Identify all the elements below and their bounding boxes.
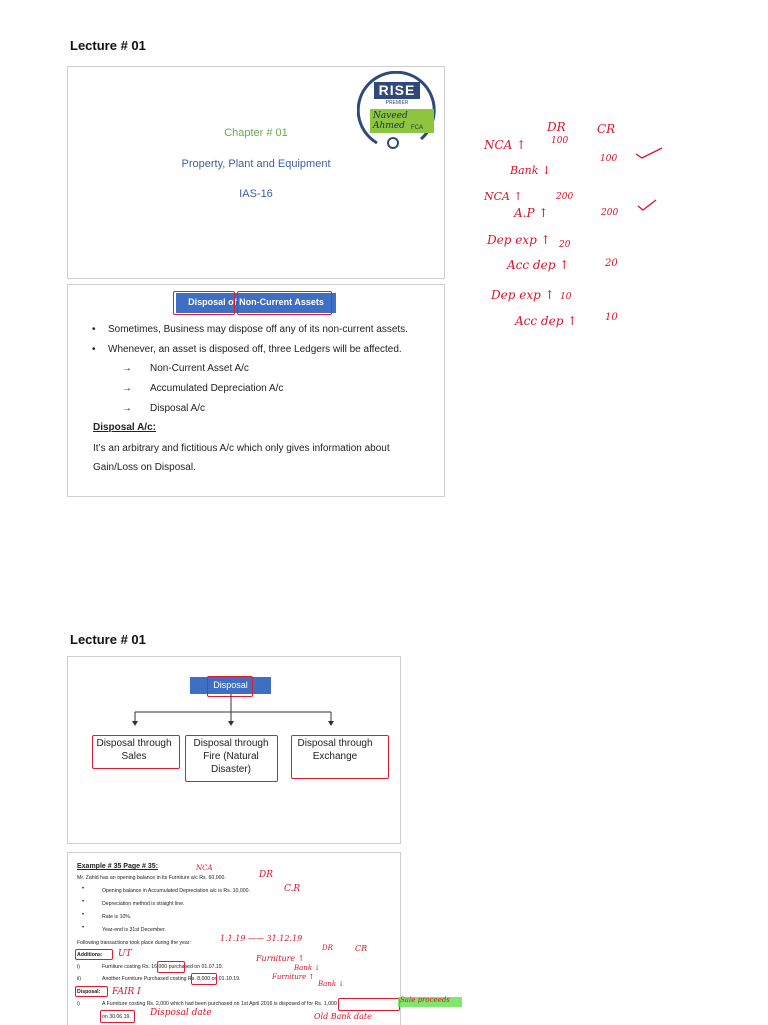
annotation-box — [338, 998, 400, 1011]
note-left: Acc dep ↑ — [515, 314, 578, 328]
rise-logo — [357, 71, 437, 151]
arrow-icon: → — [122, 363, 132, 374]
definition-line: It’s an arbitrary and fictitious A/c which only gives information about — [93, 443, 390, 454]
arrow-icon: → — [122, 403, 132, 414]
note-dr: 100 — [551, 136, 569, 146]
disposal-label: Disposal: — [77, 989, 101, 995]
note-sale-proceeds: Sale proceeds — [400, 996, 450, 1004]
example-bullet: Rate is 10%. — [102, 914, 132, 920]
annotation-box — [92, 735, 180, 769]
example-bullet: Opening balance in Accumulated Depreciation a/c is Rs. 10,000. — [102, 888, 250, 894]
example-title: Example # 35 Page # 35: — [77, 863, 158, 870]
chapter-label: Chapter # 01 — [224, 127, 288, 139]
addition-num: ii) — [77, 976, 82, 982]
standard-label: IAS-16 — [239, 188, 273, 200]
lecture-title: Lecture # 01 — [70, 38, 146, 53]
logo-sub: PREMIER — [385, 100, 409, 106]
note-year: 1.1.19 —— 31.12.19 — [220, 934, 303, 943]
disposal-line: A Furniture costing Rs. 2,000 which had been purchased on 1st April 2016 is disposed of for Rs. 1,000 — [102, 1001, 337, 1007]
annotation-box — [100, 1010, 135, 1023]
note-nca: NCA — [196, 864, 213, 872]
note-cr: 20 — [605, 258, 618, 269]
annotation-box — [75, 986, 108, 997]
note-old-bank-date: Old Bank date — [314, 1012, 372, 1021]
title-slide — [67, 66, 445, 279]
note-fair: FAIR I — [112, 987, 141, 997]
bullet-text: Whenever, an asset is disposed off, three Ledgers will be affected. — [108, 344, 402, 355]
note-dr-header: DR — [547, 120, 566, 134]
addition-item: Another Furniture Purchased costing Rs. 8,000 on 01.10.19. — [102, 976, 241, 982]
note-cr: C.R — [284, 884, 301, 894]
disposal-type-fire: Disposal through Fire (Natural Disaster) — [193, 738, 269, 775]
logo-suffix: FCA — [411, 125, 423, 131]
annotation-box — [75, 949, 113, 960]
note-dr: DR — [259, 870, 273, 880]
disposal-line: on 30.06.19. — [102, 1014, 131, 1020]
logo-signature: Naveed Ahmed — [373, 111, 408, 131]
note-dr: 20 — [559, 240, 571, 250]
bullet-marker: • — [82, 912, 85, 918]
bullet-marker: • — [82, 925, 85, 931]
ledger-item: Disposal A/c — [150, 403, 206, 414]
example-bullet: Year-end is 31st December. — [102, 927, 166, 933]
checkmark-icons — [630, 140, 670, 220]
definition-heading: Disposal A/c: — [93, 422, 156, 433]
note-cr: 200 — [601, 208, 619, 218]
definition-line: Gain/Loss on Disposal. — [93, 462, 196, 473]
slide-title: Property, Plant and Equipment — [181, 158, 331, 170]
note-cr: CR — [355, 944, 368, 953]
addition-num: i) — [77, 964, 80, 970]
bullet-text: Sometimes, Business may dispose off any of its non-current assets. — [108, 324, 408, 335]
additions-label: Additions: — [77, 952, 103, 958]
disposal-num: i) — [77, 1001, 80, 1007]
note-bank: Bank ↓ — [318, 980, 345, 988]
addition-item: Furniture costing Rs. 16,000 purchased on 01.07.19. — [102, 964, 224, 970]
disposal-type-exchange: Disposal through Exchange — [297, 738, 373, 762]
note-furniture: Furniture ↑ — [272, 973, 315, 981]
annotation-box — [191, 973, 217, 985]
example-intro: Mr. Zahid has an opening balance in its Furniture a/c Rs. 60,000. — [77, 875, 226, 881]
disposal-type-sales: Disposal through Sales — [96, 738, 172, 762]
note-cr: 100 — [600, 154, 618, 164]
ledger-item: Accumulated Depreciation A/c — [150, 383, 284, 394]
diagram-root: Disposal — [213, 680, 248, 690]
note-left: Dep exp ↑ — [487, 233, 551, 247]
disposal-slide — [67, 284, 445, 497]
bullet-marker: • — [82, 899, 85, 905]
note-dr: 10 — [560, 292, 572, 302]
annotation-box — [291, 735, 389, 779]
note-left: Bank ↓ — [510, 164, 552, 177]
note-left: Dep exp ↑ — [491, 288, 555, 302]
note-dr: 200 — [556, 192, 574, 202]
example-following: Following transactions took place during the year: — [77, 940, 191, 946]
note-furniture: Furniture ↑ — [256, 954, 305, 963]
annotation-box — [185, 735, 278, 782]
note-left: Acc dep ↑ — [507, 258, 570, 272]
note-left: NCA ↑ — [484, 138, 527, 152]
note-cr-header: CR — [597, 122, 616, 136]
disposal-diagram-slide — [67, 656, 401, 844]
bullet-marker: • — [92, 344, 96, 355]
note-left: A.P ↑ — [514, 206, 549, 220]
note-bank: Bank ↓ — [294, 964, 321, 972]
example-bullet: Depreciation method is straight line. — [102, 901, 185, 907]
ledger-item: Non-Current Asset A/c — [150, 363, 249, 374]
note-left: NCA ↑ — [484, 190, 523, 203]
note-cr: 10 — [605, 312, 618, 323]
arrow-icon: → — [122, 383, 132, 394]
bullet-marker: • — [82, 886, 85, 892]
note-ut: UT — [118, 949, 132, 959]
note-dr: DR — [322, 944, 333, 952]
logo-brand: RISE — [378, 82, 416, 98]
annotation-box — [237, 291, 332, 315]
bullet-marker: • — [92, 324, 96, 335]
annotation-box — [173, 291, 235, 315]
note-disposal-date: Disposal date — [150, 1008, 212, 1018]
annotation-box — [157, 961, 185, 973]
slide-heading: Disposal of Non-Current Assets — [188, 297, 324, 307]
lecture-title-2: Lecture # 01 — [70, 632, 146, 647]
